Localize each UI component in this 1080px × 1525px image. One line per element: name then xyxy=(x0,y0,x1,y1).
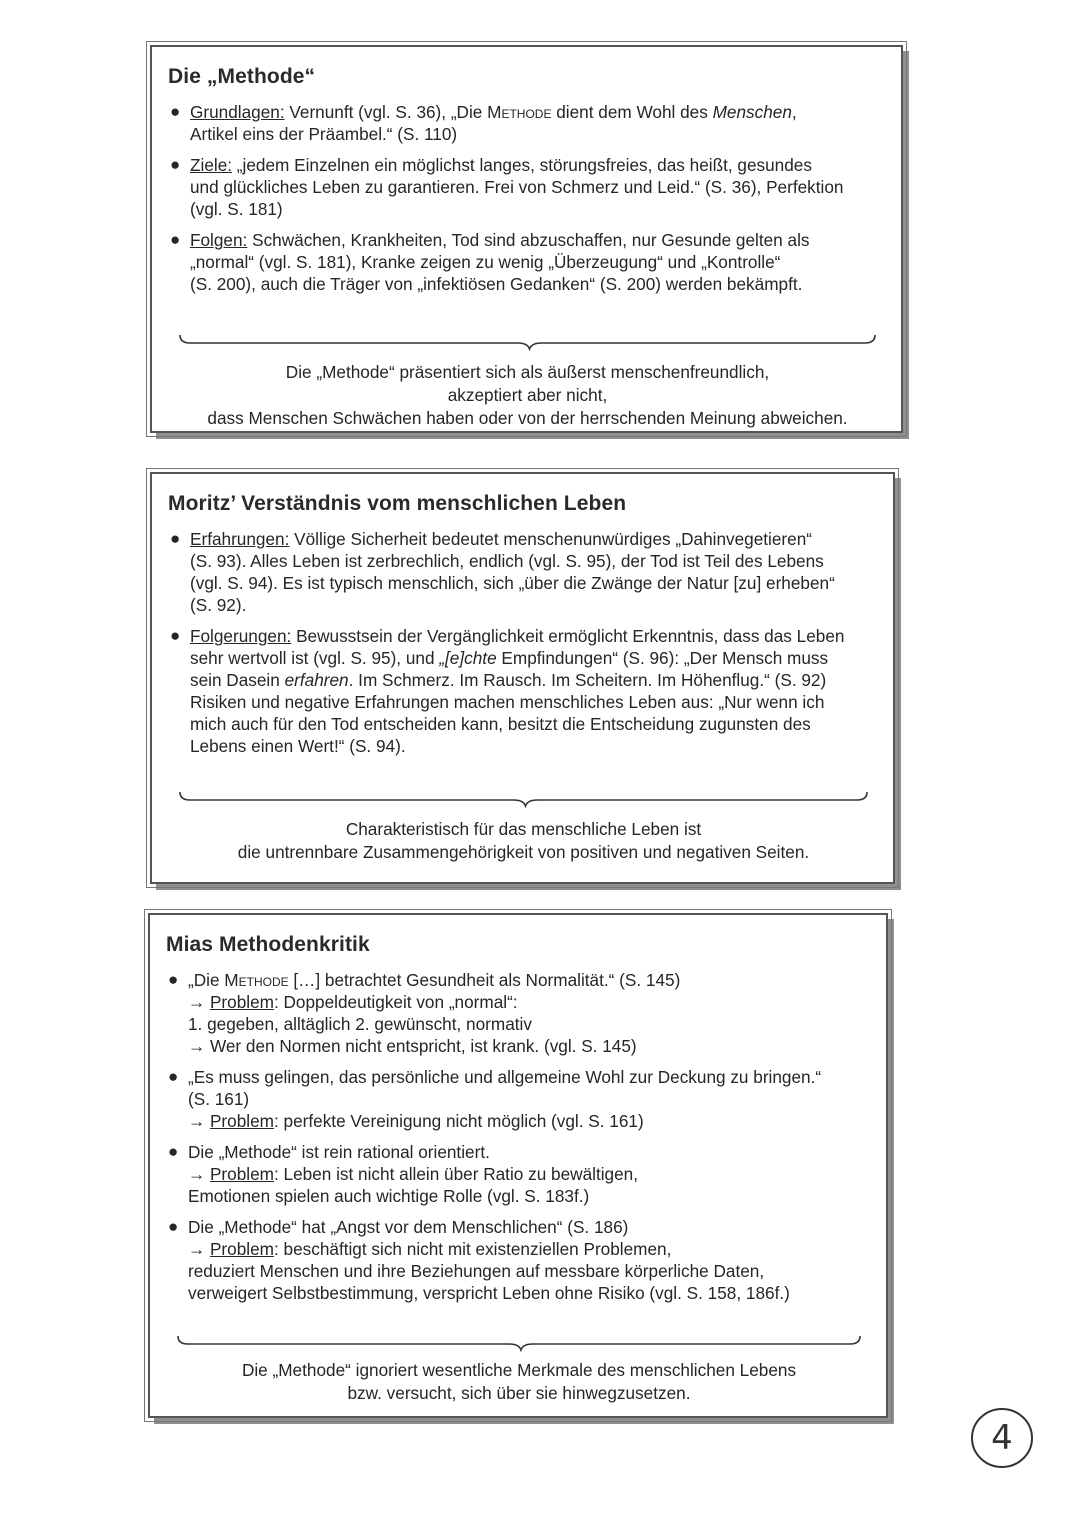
point-erfahrungen: ● Erfahrungen: Völlige Sicherheit bedeutet menschenunwürdiges „Dahinvegetieren“ (S. 93). Alles Leben ist zerbrechlich, endlich (vgl. S. 95), der Tod ist Teil des Lebens (vgl. S. 94). Es ist typisch menschlich, sich „über die Zwänge der Natur [zu] erheben“ (S. 92). xyxy=(170,529,835,615)
mia-points xyxy=(166,969,872,1304)
methode-title: Die „Methode“ xyxy=(168,65,316,88)
point-grundlagen: ● Grundlagen: Vernunft (vgl. S. 36), „Die Methode dient dem Wohl des Menschen, Artikel eins der Präambel.“ (S. 110) xyxy=(170,102,797,144)
methode-summary: Die „Methode“ präsentiert sich als äußerst menschenfreundlich, akzeptiert aber nicht, dass Menschen Schwächen haben oder von der herrschenden Meinung abweichen. xyxy=(207,362,848,428)
brace-divider xyxy=(178,790,869,808)
methode-box xyxy=(150,45,903,433)
bullet-icon: ● xyxy=(170,102,181,121)
moritz-summary: Charakteristisch für das menschliche Leben ist die untrennbare Zusammengehörigkeit von positiven und negativen Seiten. xyxy=(237,819,810,862)
bullet-icon: ● xyxy=(168,970,179,989)
point-ziele: ● Ziele: „jedem Einzelnen ein möglichst langes, störungsfreies, das heißt, gesundes und glückliches Leben zu garantieren. Frei von Schmerz und Leid.“ (S. 36), Perfektion (vgl. S. 181) xyxy=(170,155,844,219)
moritz-box xyxy=(150,472,895,884)
bullet-icon: ● xyxy=(168,1067,179,1086)
point-rational: ● Die „Methode“ ist rein rational orientiert. → Problem: Leben ist nicht allein über Ratio zu bewältigen, Emotionen spielen auch wichtige Rolle (vgl. S. 183f.) xyxy=(168,1142,638,1206)
arrow-icon: → xyxy=(188,1111,210,1131)
keyword-erfahrungen: Erfahrungen: xyxy=(190,529,290,549)
arrow-icon: → xyxy=(188,992,210,1012)
bullet-icon: ● xyxy=(168,1142,179,1161)
brace-divider xyxy=(176,1334,862,1352)
keyword-folgen: Folgen: xyxy=(190,230,248,250)
mia-box xyxy=(148,913,888,1418)
bullet-icon: ● xyxy=(170,529,181,548)
page-number: 4 xyxy=(968,1404,1036,1472)
methode-points xyxy=(168,101,887,295)
bullet-icon: ● xyxy=(170,626,181,645)
arrow-icon: → xyxy=(188,1164,210,1184)
moritz-title: Moritz’ Verständnis vom menschlichen Leben xyxy=(168,492,627,515)
point-folgen: ● Folgen: Schwächen, Krankheiten, Tod sind abzuschaffen, nur Gesunde gelten als „normal“ (vgl. S. 181), Kranke zeigen zu wenig „Überzeugung“ und „Kontrolle“ (S. 200), auch die Träger von „infektiösen Gedanken“ (S. 200) werden bekämpft. xyxy=(170,230,810,294)
point-normalitaet: ● „Die Methode […] betrachtet Gesundheit als Normalität.“ (S. 145) → Problem: Doppeldeutigkeit von „normal“: 1. gegeben, alltäglich 2. gewünscht, normativ → Wer den Normen nicht entspricht, ist krank. (vgl. S. 145) xyxy=(168,970,681,1056)
mia-title: Mias Methodenkritik xyxy=(166,933,370,956)
bullet-icon: ● xyxy=(170,230,181,249)
bullet-icon: ● xyxy=(170,155,181,174)
bullet-icon: ● xyxy=(168,1217,179,1236)
mia-summary: Die „Methode“ ignoriert wesentliche Merkmale des menschlichen Lebens bzw. versucht, sich über sie hinwegzusetzen. xyxy=(241,1360,797,1403)
keyword-ziele: Ziele: xyxy=(190,155,233,175)
arrow-icon: → xyxy=(188,1239,210,1259)
brace-divider xyxy=(178,333,877,351)
point-folgerungen: ● Folgerungen: Bewusstsein der Vergänglichkeit ermöglicht Erkenntnis, dass das Leben sehr wertvoll ist (vgl. S. 95), und „[e]chte Empfindungen“ (S. 96): „Der Mensch muss sein Dasein erfahren. Im Schmerz. Im Rausch. Im Scheitern. Im Höhenflug.“ (S. 92) Risiken und negative Erfahrungen machen menschliches Leben aus: „Nur wenn ich mich auch für den Tod entscheiden kann, besitzt die Entscheidung zugunsten des Lebens einen Wert!“ (S. 94). xyxy=(170,626,845,756)
point-angst: ● Die „Methode“ hat „Angst vor dem Menschlichen“ (S. 186) → Problem: beschäftigt sich nicht mit existenziellen Problemen, reduziert Menschen und ihre Beziehungen auf messbare körperliche Daten, verweigert Selbstbestimmung, verspricht Leben ohne Risiko (vgl. S. 158, 186f.) xyxy=(168,1217,790,1303)
keyword-folgerungen: Folgerungen: xyxy=(190,626,292,646)
keyword-grundlagen: Grundlagen: xyxy=(190,102,285,122)
point-wohl: ● „Es muss gelingen, das persönliche und allgemeine Wohl zur Deckung zu bringen.“ (S. 161) → Problem: perfekte Vereinigung nicht möglich (vgl. S. 161) xyxy=(168,1067,822,1131)
moritz-points xyxy=(168,528,879,757)
